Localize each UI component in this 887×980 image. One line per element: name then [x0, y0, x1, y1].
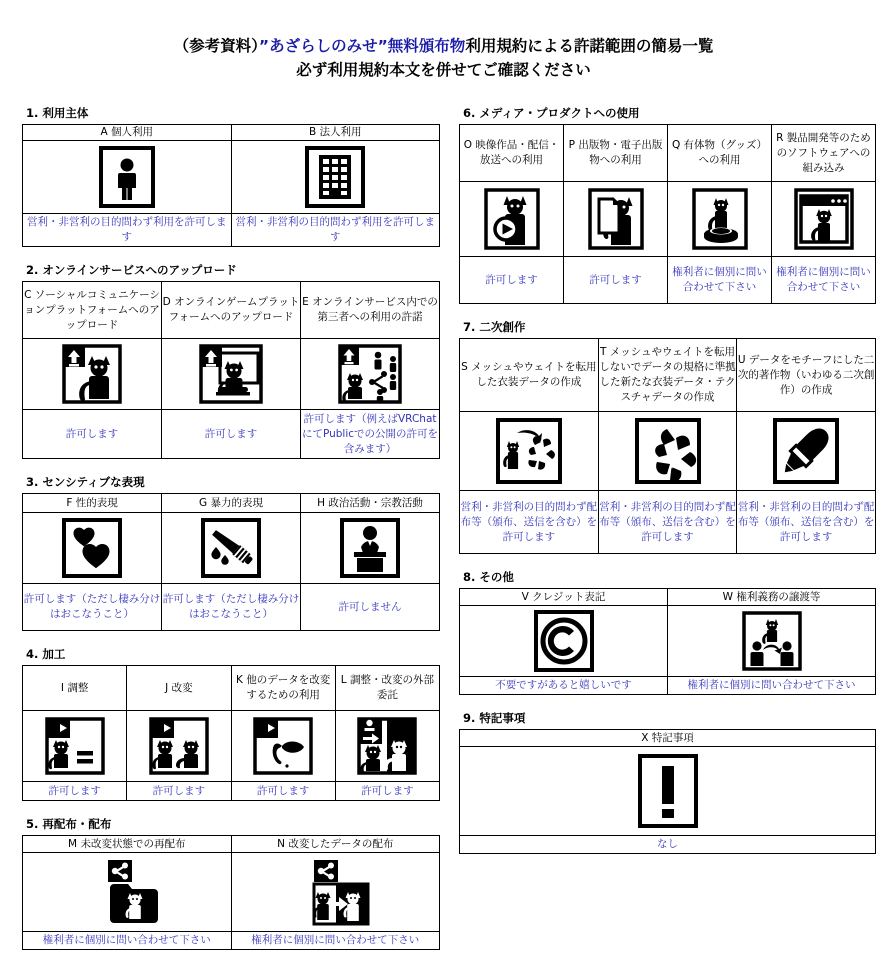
- cell-permission-X: なし: [460, 836, 876, 854]
- cell-icon-A: [23, 141, 232, 214]
- cell-header-M: M 未改変状態での再配布: [23, 836, 232, 853]
- cell-header-L: L 調整・改変の外部委託: [335, 666, 439, 711]
- title-part-free-distribution: 無料頒布物: [387, 37, 466, 55]
- cell-header-U: U データをモチーフにした二次的著作物（いわゆる二次創作）の作成: [737, 339, 876, 412]
- arrow-cat-cat-icon: [127, 716, 230, 776]
- cell-permission-D: 許可します: [162, 410, 301, 459]
- title-part-post: 利用規約による許諾範囲の簡易一覧: [465, 37, 714, 55]
- table-row-permission: [460, 677, 876, 695]
- cell-header-I: I 調整: [23, 666, 127, 711]
- outsource-cat-icon: [336, 716, 439, 776]
- cell-header-N: N 改変したデータの配布: [231, 836, 440, 853]
- title-part-brand: ”あざらしのみせ”: [258, 37, 388, 55]
- cell-icon-C: [23, 339, 162, 410]
- cell-header-B: B 法人利用: [231, 125, 440, 141]
- cell-header-A: A 個人利用: [23, 125, 232, 141]
- section-1-table: [22, 124, 440, 247]
- cell-icon-S: [460, 412, 599, 491]
- spacer: [22, 807, 440, 816]
- cell-permission-J: 許可します: [127, 782, 231, 801]
- cat-app-window-icon: [772, 187, 875, 251]
- building-icon: [232, 146, 440, 208]
- cell-header-V: V クレジット表記: [460, 589, 668, 606]
- cell-icon-M: [23, 853, 232, 932]
- cell-icon-V: [460, 606, 668, 677]
- cell-icon-N: [231, 853, 440, 932]
- section-2-table: [22, 281, 440, 459]
- cell-permission-V: 不要ですがあると嬉しいです: [460, 677, 668, 695]
- spacer: [459, 310, 876, 319]
- section-7-table: [459, 338, 876, 554]
- exclamation-icon: [460, 753, 875, 829]
- table-row-permission: [460, 257, 876, 304]
- spacer: [22, 637, 440, 646]
- spacer: [459, 701, 876, 710]
- section-9-table: [459, 729, 876, 854]
- cell-permission-B: 営利・非営利の目的問わず利用を許可します: [231, 214, 440, 247]
- right-column: [459, 105, 876, 860]
- cell-icon-Q: [668, 182, 772, 257]
- paint-brush-icon: [737, 417, 875, 485]
- cell-header-Q: Q 有体物（グッズ）への利用: [668, 125, 772, 182]
- upload-cat-monitor-icon: [162, 343, 300, 405]
- cell-icon-J: [127, 711, 231, 782]
- cell-permission-O: 許可します: [460, 257, 564, 304]
- title-part-pre: （参考資料）: [173, 37, 259, 55]
- cell-icon-K: [231, 711, 335, 782]
- table-row-header: [460, 730, 876, 747]
- cell-icon-I: [23, 711, 127, 782]
- cell-header-K: K 他のデータを改変するための利用: [231, 666, 335, 711]
- table-row-icon: [23, 711, 440, 782]
- cell-header-J: J 改変: [127, 666, 231, 711]
- cell-header-G: G 暴力的表現: [162, 494, 301, 513]
- cell-permission-S: 営利・非営利の目的問わず配布等（頒布、送信を含む）を許可します: [460, 491, 599, 554]
- knife-blood-icon: [162, 517, 300, 579]
- cell-permission-F: 許可します（ただし棲み分けはおこなうこと）: [23, 584, 162, 631]
- share-folder-cat-icon: [23, 858, 231, 926]
- cell-permission-H: 許可しません: [301, 584, 440, 631]
- table-row-icon: [23, 853, 440, 932]
- table-row-header: [23, 125, 440, 141]
- table-row-icon: [23, 339, 440, 410]
- cell-permission-I: 許可します: [23, 782, 127, 801]
- cell-icon-H: [301, 513, 440, 584]
- cell-permission-W: 権利者に個別に問い合わせて下さい: [668, 677, 876, 695]
- section-3-heading: 3. センシティブな表現: [26, 475, 145, 489]
- table-row-permission: [23, 410, 440, 459]
- podium-speaker-icon: [301, 517, 439, 579]
- spacer: [22, 465, 440, 474]
- table-row-header: [460, 339, 876, 412]
- cell-icon-D: [162, 339, 301, 410]
- cat-to-clothes-icon: [460, 417, 598, 485]
- cell-header-X: X 特記事項: [460, 730, 876, 747]
- table-row-header: [460, 125, 876, 182]
- cell-permission-C: 許可します: [23, 410, 162, 459]
- cell-icon-X: [460, 747, 876, 836]
- table-row-permission: [460, 836, 876, 854]
- cell-icon-T: [598, 412, 737, 491]
- section-8-heading: 8. その他: [463, 570, 514, 584]
- cell-header-P: P 出版物・電子出版物への利用: [564, 125, 668, 182]
- table-row-icon: [460, 182, 876, 257]
- section-4: [22, 646, 440, 801]
- cell-header-E: E オンラインサービス内での第三者への利用の許諾: [301, 282, 440, 339]
- copyright-icon: [460, 610, 667, 672]
- section-5-table: [22, 835, 440, 950]
- table-row-permission: [23, 932, 440, 950]
- section-9-heading: 9. 特記事項: [463, 711, 526, 725]
- cat-figurine-icon: [668, 187, 771, 251]
- cell-icon-P: [564, 182, 668, 257]
- table-row-header: [23, 666, 440, 711]
- section-6: [459, 105, 876, 304]
- section-8: [459, 569, 876, 695]
- section-4-table: [22, 665, 440, 801]
- cat-play-button-icon: [460, 187, 563, 251]
- cell-header-R: R 製品開発等のためのソフトウェアへの組み込み: [772, 125, 876, 182]
- cell-icon-E: [301, 339, 440, 410]
- section-6-heading: 6. メディア・プロダクトへの使用: [463, 106, 640, 120]
- cell-permission-M: 権利者に個別に問い合わせて下さい: [23, 932, 232, 950]
- section-4-heading: 4. 加工: [26, 647, 66, 661]
- cell-permission-A: 営利・非営利の目的問わず利用を許可します: [23, 214, 232, 247]
- person-icon: [23, 146, 231, 208]
- arrow-cat-equals-icon: [23, 716, 126, 776]
- section-9: [459, 710, 876, 854]
- table-row-icon: [23, 141, 440, 214]
- hearts-icon: [23, 517, 161, 579]
- cell-permission-N: 権利者に個別に問い合わせて下さい: [231, 932, 440, 950]
- document-title: [0, 34, 887, 82]
- cell-icon-B: [231, 141, 440, 214]
- section-7-heading: 7. 二次創作: [463, 320, 526, 334]
- spacer: [22, 253, 440, 262]
- clothes-icon: [599, 417, 737, 485]
- left-column: [22, 105, 440, 956]
- table-row-permission: [23, 782, 440, 801]
- cell-permission-L: 許可します: [335, 782, 439, 801]
- upload-cat-share-people-icon: [301, 343, 439, 405]
- arrow-ribbon-icon: [232, 716, 335, 776]
- title-line-1: [0, 34, 887, 58]
- table-row-icon: [23, 513, 440, 584]
- table-row-header: [23, 282, 440, 339]
- section-1-heading: 1. 利用主体: [26, 106, 89, 120]
- section-3: [22, 474, 440, 631]
- cell-permission-P: 許可します: [564, 257, 668, 304]
- cell-permission-E: 許可します（例えばVRChatにてPublicでの公開の許可を含みます）: [301, 410, 440, 459]
- table-row-header: [23, 494, 440, 513]
- upload-cat-icon: [23, 343, 161, 405]
- section-5-heading: 5. 再配布・配布: [26, 817, 112, 831]
- cell-icon-U: [737, 412, 876, 491]
- cell-permission-R: 権利者に個別に問い合わせて下さい: [772, 257, 876, 304]
- section-2: [22, 262, 440, 459]
- cell-header-O: O 映像作品・配信・放送への利用: [460, 125, 564, 182]
- cell-header-H: H 政治活動・宗教活動: [301, 494, 440, 513]
- share-cat-modified-icon: [232, 858, 440, 926]
- cell-permission-T: 営利・非営利の目的問わず配布等（頒布、送信を含む）を許可します: [598, 491, 737, 554]
- table-row-icon: [460, 412, 876, 491]
- transfer-people-cat-icon: [668, 610, 875, 672]
- table-row-permission: [460, 491, 876, 554]
- table-row-permission: [23, 214, 440, 247]
- cell-header-C: C ソーシャルコミュニケーションプラットフォームへのアップロード: [23, 282, 162, 339]
- table-row-permission: [23, 584, 440, 631]
- cell-icon-O: [460, 182, 564, 257]
- cell-header-T: T メッシュやウェイトを転用しないでデータの規格に準拠した新たな衣装データ・テクスチャデータの作成: [598, 339, 737, 412]
- cell-header-S: S メッシュやウェイトを転用した衣装データの作成: [460, 339, 599, 412]
- spacer: [459, 560, 876, 569]
- section-3-table: [22, 493, 440, 631]
- section-2-heading: 2. オンラインサービスへのアップロード: [26, 263, 237, 277]
- table-row-icon: [460, 747, 876, 836]
- cell-permission-K: 許可します: [231, 782, 335, 801]
- title-line-2: 必ず利用規約本文を併せてご確認ください: [296, 61, 591, 79]
- cell-header-D: D オンラインゲームプラットフォームへのアップロード: [162, 282, 301, 339]
- section-5: [22, 816, 440, 950]
- cat-document-icon: [564, 187, 667, 251]
- table-row-header: [23, 836, 440, 853]
- table-row-header: [460, 589, 876, 606]
- cell-header-W: W 権利義務の譲渡等: [668, 589, 876, 606]
- cell-permission-G: 許可します（ただし棲み分けはおこなうこと）: [162, 584, 301, 631]
- cell-permission-U: 営利・非営利の目的問わず配布等（頒布、送信を含む）を許可します: [737, 491, 876, 554]
- section-1: [22, 105, 440, 247]
- cell-icon-G: [162, 513, 301, 584]
- cell-permission-Q: 権利者に個別に問い合わせて下さい: [668, 257, 772, 304]
- cell-icon-L: [335, 711, 439, 782]
- table-row-icon: [460, 606, 876, 677]
- cell-icon-W: [668, 606, 876, 677]
- section-6-table: [459, 124, 876, 304]
- cell-icon-F: [23, 513, 162, 584]
- section-7: [459, 319, 876, 554]
- cell-icon-R: [772, 182, 876, 257]
- section-8-table: [459, 588, 876, 695]
- cell-header-F: F 性的表現: [23, 494, 162, 513]
